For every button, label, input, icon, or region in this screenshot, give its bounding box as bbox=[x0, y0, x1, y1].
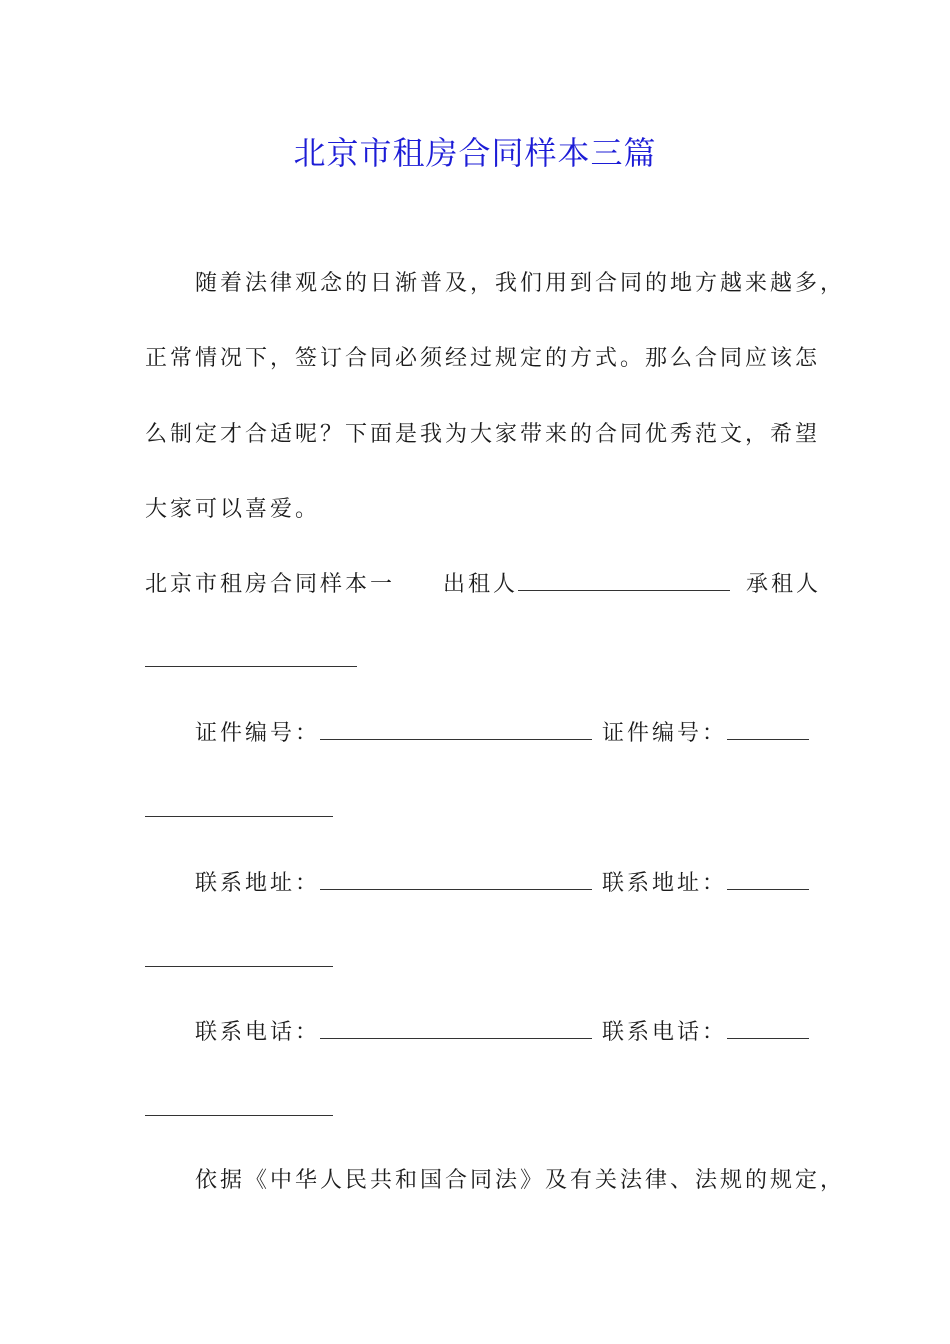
document-title: 北京市租房合同样本三篇 bbox=[293, 134, 657, 172]
intro-line-3: 么制定才合适呢？下面是我为大家带来的合同优秀范文，希望 bbox=[145, 422, 821, 447]
id-number-row bbox=[195, 717, 809, 750]
phone-row bbox=[195, 1016, 809, 1049]
lessee-phone-label: 联系电话： bbox=[602, 1020, 728, 1045]
lessee-blank[interactable] bbox=[145, 666, 357, 667]
lessor-phone-blank[interactable] bbox=[320, 1016, 592, 1039]
intro-line-1: 随着法律观念的日渐普及，我们用到合同的地方越来越多， bbox=[195, 271, 846, 296]
lessor-id-blank[interactable] bbox=[320, 717, 592, 740]
lessor-blank[interactable] bbox=[518, 568, 730, 591]
lessor-phone-label: 联系电话： bbox=[195, 1020, 321, 1045]
address-row bbox=[195, 867, 809, 900]
lessee-phone-blank[interactable] bbox=[727, 1016, 809, 1039]
lessor-address-blank[interactable] bbox=[320, 867, 592, 890]
lessor-id-label: 证件编号： bbox=[195, 721, 321, 746]
sample-heading: 北京市租房合同样本一 bbox=[145, 572, 396, 597]
lessee-label: 承租人 bbox=[746, 572, 822, 597]
intro-line-4: 大家可以喜爱。 bbox=[145, 497, 321, 522]
lessor-address-label: 联系地址： bbox=[195, 871, 321, 896]
lessee-address-label: 联系地址： bbox=[602, 871, 728, 896]
lessee-address-blank-cont[interactable] bbox=[145, 966, 333, 967]
party-row bbox=[145, 568, 845, 601]
lessee-id-blank-cont[interactable] bbox=[145, 816, 333, 817]
intro-line-2: 正常情况下，签订合同必须经过规定的方式。那么合同应该怎 bbox=[145, 346, 821, 371]
lessor-label: 出租人 bbox=[443, 572, 519, 597]
closing-line: 依据《中华人民共和国合同法》及有关法律、法规的规定， bbox=[195, 1168, 846, 1193]
lessee-address-blank[interactable] bbox=[727, 867, 809, 890]
lessee-phone-blank-cont[interactable] bbox=[145, 1115, 333, 1116]
lessee-id-blank[interactable] bbox=[727, 717, 809, 740]
lessee-id-label: 证件编号： bbox=[602, 721, 728, 746]
